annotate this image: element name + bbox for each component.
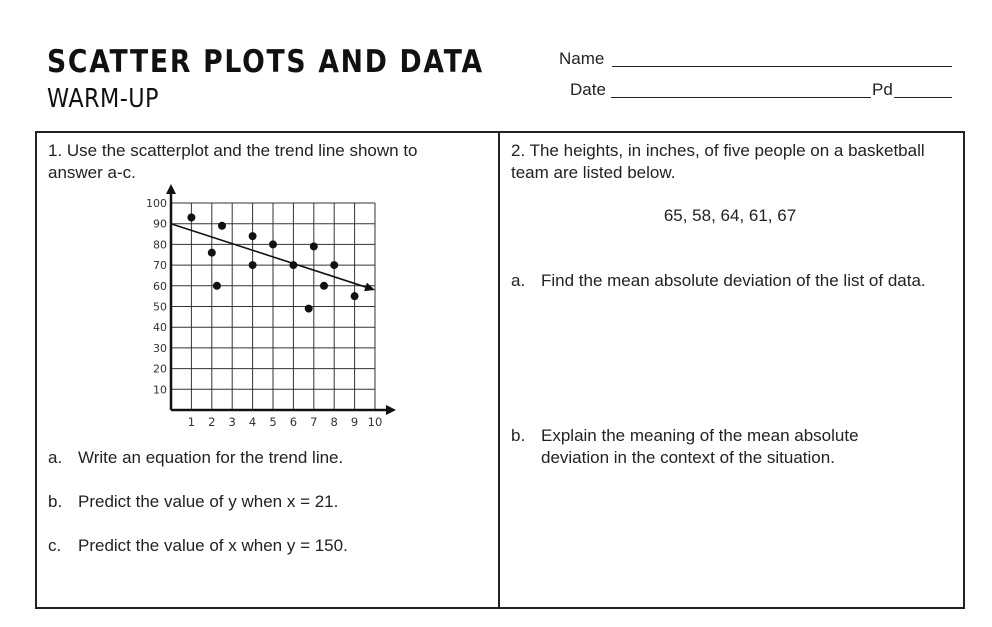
box-divider: [498, 131, 500, 607]
data-point: [249, 232, 257, 240]
data-point: [269, 240, 277, 248]
plot-axes: [166, 184, 396, 415]
data-point: [320, 282, 328, 290]
q2a-text: Find the mean absolute deviation of the list of data.: [541, 271, 926, 290]
x-tick-label: 10: [367, 415, 383, 429]
x-tick-label: 5: [269, 415, 277, 429]
data-point: [208, 249, 216, 257]
plot-tick-labels: [146, 197, 382, 429]
date-field[interactable]: [611, 97, 871, 98]
y-tick-label: 60: [153, 279, 167, 293]
y-tick-label: 90: [153, 217, 167, 231]
x-tick-label: 3: [228, 415, 236, 429]
x-tick-label: 1: [187, 415, 196, 429]
data-point: [351, 292, 359, 300]
data-point: [289, 261, 297, 269]
q1a-letter: a.: [48, 448, 63, 467]
name-label: Name: [559, 49, 605, 68]
y-tick-label: 70: [153, 259, 167, 273]
q1b-text: Predict the value of y when x = 21.: [78, 492, 339, 511]
data-point: [305, 305, 313, 313]
q2b-letter: b.: [511, 426, 526, 445]
question1-prompt: 1. Use the scatterplot and the trend line shown to answer a-c.: [48, 141, 418, 182]
name-field[interactable]: [612, 66, 952, 67]
trend-line-arrow: [364, 283, 375, 292]
q2b-text: Explain the meaning of the mean absolute deviation in the context of the situation.: [541, 426, 859, 467]
x-tick-label: 6: [289, 415, 298, 429]
q2a-letter: a.: [511, 271, 526, 290]
y-tick-label: 50: [153, 300, 167, 314]
x-tick-label: 9: [350, 415, 359, 429]
y-tick-label: 30: [153, 341, 167, 355]
period-label: Pd: [872, 80, 893, 99]
q1b-letter: b.: [48, 492, 63, 511]
data-point: [213, 282, 221, 290]
data-point: [330, 261, 338, 269]
trend-line: [171, 224, 373, 290]
question2-prompt: 2. The heights, in inches, of five people on a basketball team are listed below.: [511, 141, 925, 182]
y-tick-label: 100: [146, 197, 167, 210]
worksheet-subtitle: WARM-UP: [47, 84, 159, 114]
scatter-plot: [140, 182, 400, 432]
q1a-text: Write an equation for the trend line.: [78, 448, 344, 467]
y-tick-label: 20: [153, 362, 167, 376]
y-axis-arrow: [166, 184, 176, 194]
x-axis-arrow: [386, 405, 396, 415]
y-tick-label: 10: [153, 383, 167, 397]
data-point: [310, 242, 318, 250]
q1c-letter: c.: [48, 536, 62, 555]
data-point: [218, 222, 226, 230]
date-label: Date: [570, 80, 606, 99]
period-field[interactable]: [894, 97, 952, 98]
y-tick-label: 80: [153, 238, 167, 252]
x-tick-label: 2: [208, 415, 216, 429]
q1c-text: Predict the value of x when y = 150.: [78, 536, 348, 555]
data-point: [187, 213, 195, 221]
y-tick-label: 40: [153, 321, 167, 335]
x-tick-label: 7: [310, 415, 318, 429]
data-point: [249, 261, 257, 269]
height-data-list: 65, 58, 64, 61, 67: [663, 206, 797, 225]
worksheet-title: SCATTER PLOTS AND DATA: [47, 44, 484, 80]
x-tick-label: 4: [248, 415, 257, 429]
x-tick-label: 8: [330, 415, 338, 429]
